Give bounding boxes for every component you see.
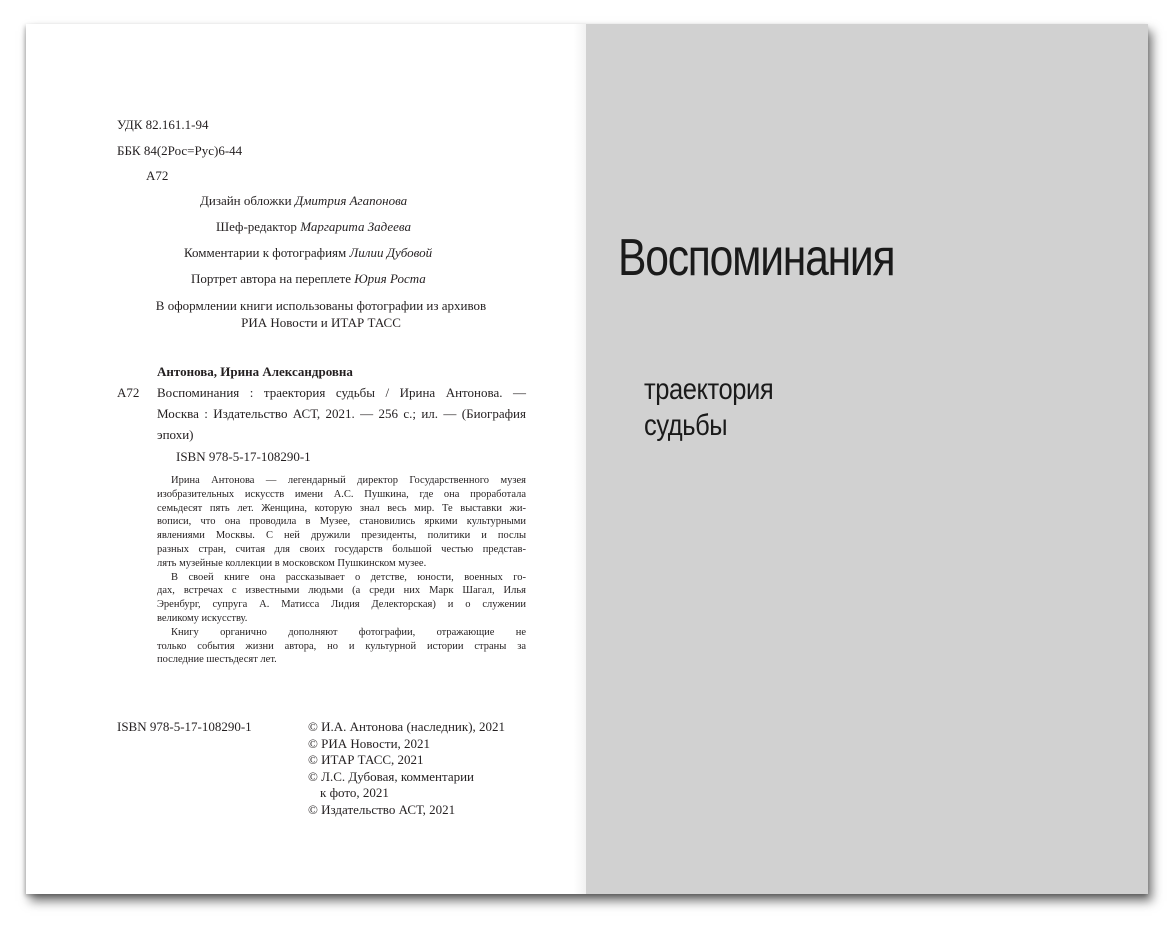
annotation-line: разных стран, считая для своих государств большой честью представ- <box>157 543 526 555</box>
annotation-line: вописи, что она проводила в Музее, становились яркими культурными <box>157 516 526 528</box>
credit-name: Лилии Дубовой <box>349 245 433 260</box>
annotation-paragraph-2 <box>157 571 526 626</box>
copyright-line: © ИТАР ТАСС, 2021 <box>308 752 424 767</box>
annotation-line: дах, встречах с известными людьми (а среди них Марк Шагал, Илья <box>157 585 526 597</box>
udk-code: УДК 82.161.1-94 <box>117 117 209 132</box>
catalog-line-1: Воспоминания : траектория судьбы / Ирина Антонова. — <box>157 385 526 400</box>
copyright-line: © Издательство АСТ, 2021 <box>308 801 456 817</box>
credit-photo-comments <box>184 245 432 261</box>
annotation-line: великому искусству. <box>157 612 248 624</box>
credit-portrait <box>191 271 426 287</box>
photo-archive-note-line1: В оформлении книги использованы фотографии из архивов <box>155 298 487 313</box>
bottom-isbn: ISBN 978-5-17-108290-1 <box>117 719 252 734</box>
credit-role: Комментарии к фотографиям <box>184 245 347 260</box>
subtitle-line: судьбы <box>644 409 728 442</box>
annotation-line: явлениями Москвы. С ней дружили президенты, политики и послы <box>157 530 526 542</box>
copyright-line: к фото, 2021 <box>320 785 389 800</box>
bbk-code: ББК 84(2Рос=Рус)6-44 <box>117 143 243 158</box>
author-mark: А72 <box>146 168 169 183</box>
annotation <box>157 474 526 667</box>
photo-archive-note-line2: РИА Новости и ИТАР ТАСС <box>241 315 401 330</box>
annotation-line: только события жизни автора, но и культурной истории страны за <box>157 640 526 652</box>
annotation-line: изобразительных искусств имени А.С. Пушкина, где она проработала <box>157 488 526 500</box>
credit-role: Портрет автора на переплете <box>191 271 352 286</box>
catalog-line-3: эпохи) <box>157 427 194 442</box>
annotation-paragraph-1 <box>157 474 526 571</box>
catalog-code: А72 <box>117 385 140 400</box>
right-page <box>586 24 1148 894</box>
annotation-line: В своей книге она рассказывает о детстве, юности, военных го- <box>171 571 526 583</box>
annotation-line: лять музейные коллекции в московском Пушкинском музее. <box>157 557 427 569</box>
credit-role: Шеф-редактор <box>216 219 297 234</box>
annotation-line: Книгу органично дополняют фотографии, отражающие не <box>171 626 526 638</box>
catalog-line-2: Москва : Издательство АСТ, 2021. — 256 с.; ил. — (Биография <box>157 406 526 421</box>
copyright-line: © И.А. Антонова (наследник), 2021 <box>308 719 506 734</box>
annotation-line: Эренбург, супруга А. Матисса Лидия Делекторская) и о служении <box>157 599 526 611</box>
catalog-author-heading: Антонова, Ирина Александровна <box>157 364 353 379</box>
catalog-isbn: ISBN 978-5-17-108290-1 <box>176 449 311 464</box>
book-title: Воспоминания <box>618 229 895 287</box>
copyright-list <box>308 719 505 818</box>
credit-role: Дизайн обложки <box>200 193 292 208</box>
book-subtitle <box>644 372 773 444</box>
subtitle-line: траектория <box>644 373 774 406</box>
credit-name: Юрия Роста <box>354 271 426 286</box>
annotation-line: семьдесят пять лет. Женщина, которую знал весь мир. Те выставки жи- <box>157 502 526 514</box>
credit-name: Маргарита Задеева <box>300 219 411 234</box>
copyright-line: © Л.С. Дубовая, комментарии <box>308 768 475 784</box>
credit-chief-editor <box>216 219 411 235</box>
credit-cover-design <box>200 193 407 209</box>
annotation-line: последние шестьдесят лет. <box>157 654 277 666</box>
annotation-paragraph-3 <box>157 626 526 667</box>
credit-name: Дмитрия Агапонова <box>294 193 408 208</box>
copyright-line: © РИА Новости, 2021 <box>308 735 431 751</box>
annotation-line: Ирина Антонова — легендарный директор Государственного музея <box>171 475 526 486</box>
